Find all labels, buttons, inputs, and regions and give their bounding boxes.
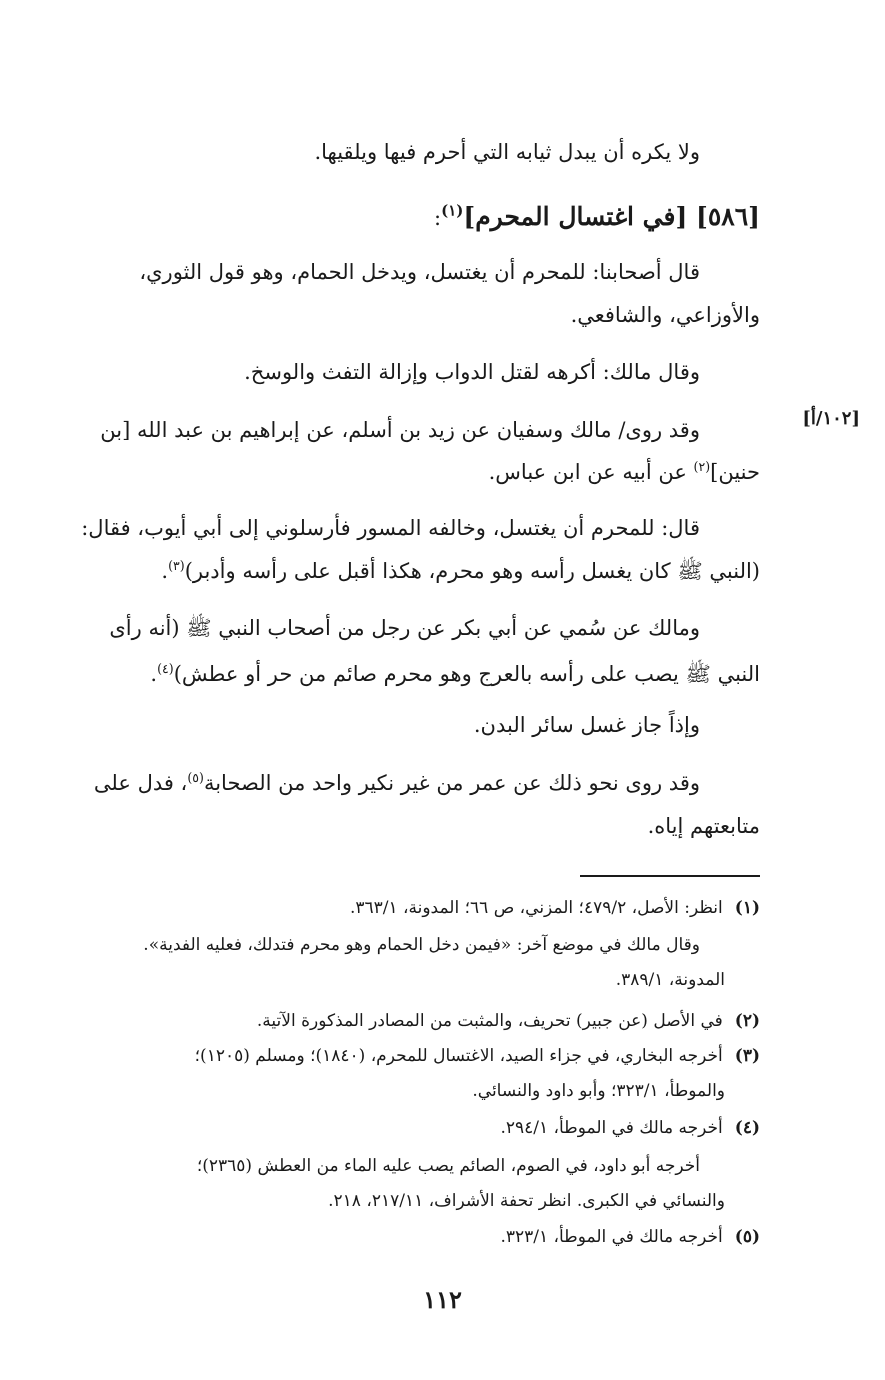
text-span: عن أبيه عن ابن عباس. (488, 460, 694, 484)
footnote-line: المدونة، ٣٨٩/١. (615, 970, 725, 990)
text-span: . (150, 662, 158, 686)
text-line (25, 763, 700, 803)
footnote-number: (٣) (734, 1046, 760, 1066)
text-line: ولا يكره أن يبدل ثيابه التي أحرم فيها ويلقيها. (314, 140, 700, 164)
text-span: وقد روى نحو ذلك عن عمر من غير نكير واحد من الصحابة (203, 771, 700, 795)
footnote-2 (25, 1006, 760, 1036)
text-line: ومالك عن سُمي عن أبي بكر عن رجل من أصحاب النبي ﷺ (أنه رأى (109, 616, 700, 640)
footnote-number: (٤) (734, 1118, 760, 1138)
section-title: [في اغتسال المحرم] (463, 202, 688, 231)
footnote-line: والموطأ، ٣٢٣/١؛ وأبو داود والنسائي. (472, 1081, 725, 1101)
margin-folio-ref: [١٠٢/أ] (802, 408, 860, 429)
text-span: ، فدل على (93, 771, 188, 795)
footnote-ref: (٢) (693, 459, 711, 474)
footnote-ref: (١) (441, 201, 464, 220)
page-number: ١١٢ (423, 1285, 462, 1314)
text-line: وقال مالك: أكرهه لقتل الدواب وإزالة التفث والوسخ. (244, 360, 700, 384)
text-line (25, 452, 760, 492)
text-line: وقد روى/ مالك وسفيان عن زيد بن أسلم، عن إبراهيم بن عبد الله [بن (100, 418, 700, 442)
text-line: والأوزاعي، والشافعي. (570, 303, 760, 327)
footnote-3 (25, 1041, 760, 1071)
text-span: حنين] (710, 460, 760, 484)
footnote-line: وقال مالك في موضع آخر: «فيمن دخل الحمام وهو محرم فتدلك، فعليه الفدية». (143, 935, 700, 955)
footnote-number: (١) (734, 898, 760, 918)
footnote-text: أخرجه مالك في الموطأ، ٢٩٤/١. (500, 1118, 723, 1138)
footnote-ref: (٣) (168, 558, 185, 573)
text-line (25, 654, 760, 694)
text-span: (النبي ﷺ كان يغسل رأسه وهو محرم، هكذا أقبل على رأسه وأدبر) (184, 559, 760, 583)
text-line: قال أصحابنا: للمحرم أن يغتسل، ويدخل الحمام، وهو قول الثوري، (139, 260, 700, 284)
footnote-1 (25, 893, 760, 923)
text-line: قال: للمحرم أن يغتسل، وخالفه المسور فأرسلوني إلى أبي أيوب، فقال: (81, 516, 700, 540)
footnote-text: انظر: الأصل، ٤٧٩/٢؛ المزني، ص ٦٦؛ المدونة، ٣٦٣/١. (349, 898, 723, 918)
heading-colon: : (434, 206, 442, 230)
footnote-ref: (٤) (157, 661, 174, 676)
footnote-ref: (٥) (187, 770, 204, 785)
footnote-separator (580, 875, 760, 877)
footnote-4 (25, 1113, 760, 1143)
footnote-line: أخرجه أبو داود، في الصوم، الصائم يصب عليه الماء من العطش (٢٣٦٥)؛ (196, 1156, 700, 1176)
footnote-line: والنسائي في الكبرى. انظر تحفة الأشراف، ٢١٧/١١، ٢١٨. (328, 1191, 725, 1211)
footnote-number: (٥) (734, 1227, 760, 1247)
section-number: [٥٨٦] (696, 202, 760, 231)
section-heading (434, 195, 760, 240)
text-span: . (161, 559, 169, 583)
footnote-text: في الأصل (عن جبير) تحريف، والمثبت من المصادر المذكورة الآتية. (256, 1011, 723, 1031)
footnote-text: أخرجه مالك في الموطأ، ٣٢٣/١. (500, 1227, 723, 1247)
text-line (25, 551, 760, 591)
footnote-text: أخرجه البخاري، في جزاء الصيد، الاغتسال للمحرم، (١٨٤٠)؛ ومسلم (١٢٠٥)؛ (194, 1046, 723, 1066)
text-span: النبي ﷺ يصب على رأسه بالعرج وهو محرم صائم من حر أو عطش) (173, 662, 760, 686)
footnote-number: (٢) (734, 1011, 760, 1031)
footnote-5 (25, 1222, 760, 1252)
text-line: وإذاً جاز غسل سائر البدن. (473, 713, 700, 737)
text-line: متابعتهم إياه. (647, 814, 760, 838)
